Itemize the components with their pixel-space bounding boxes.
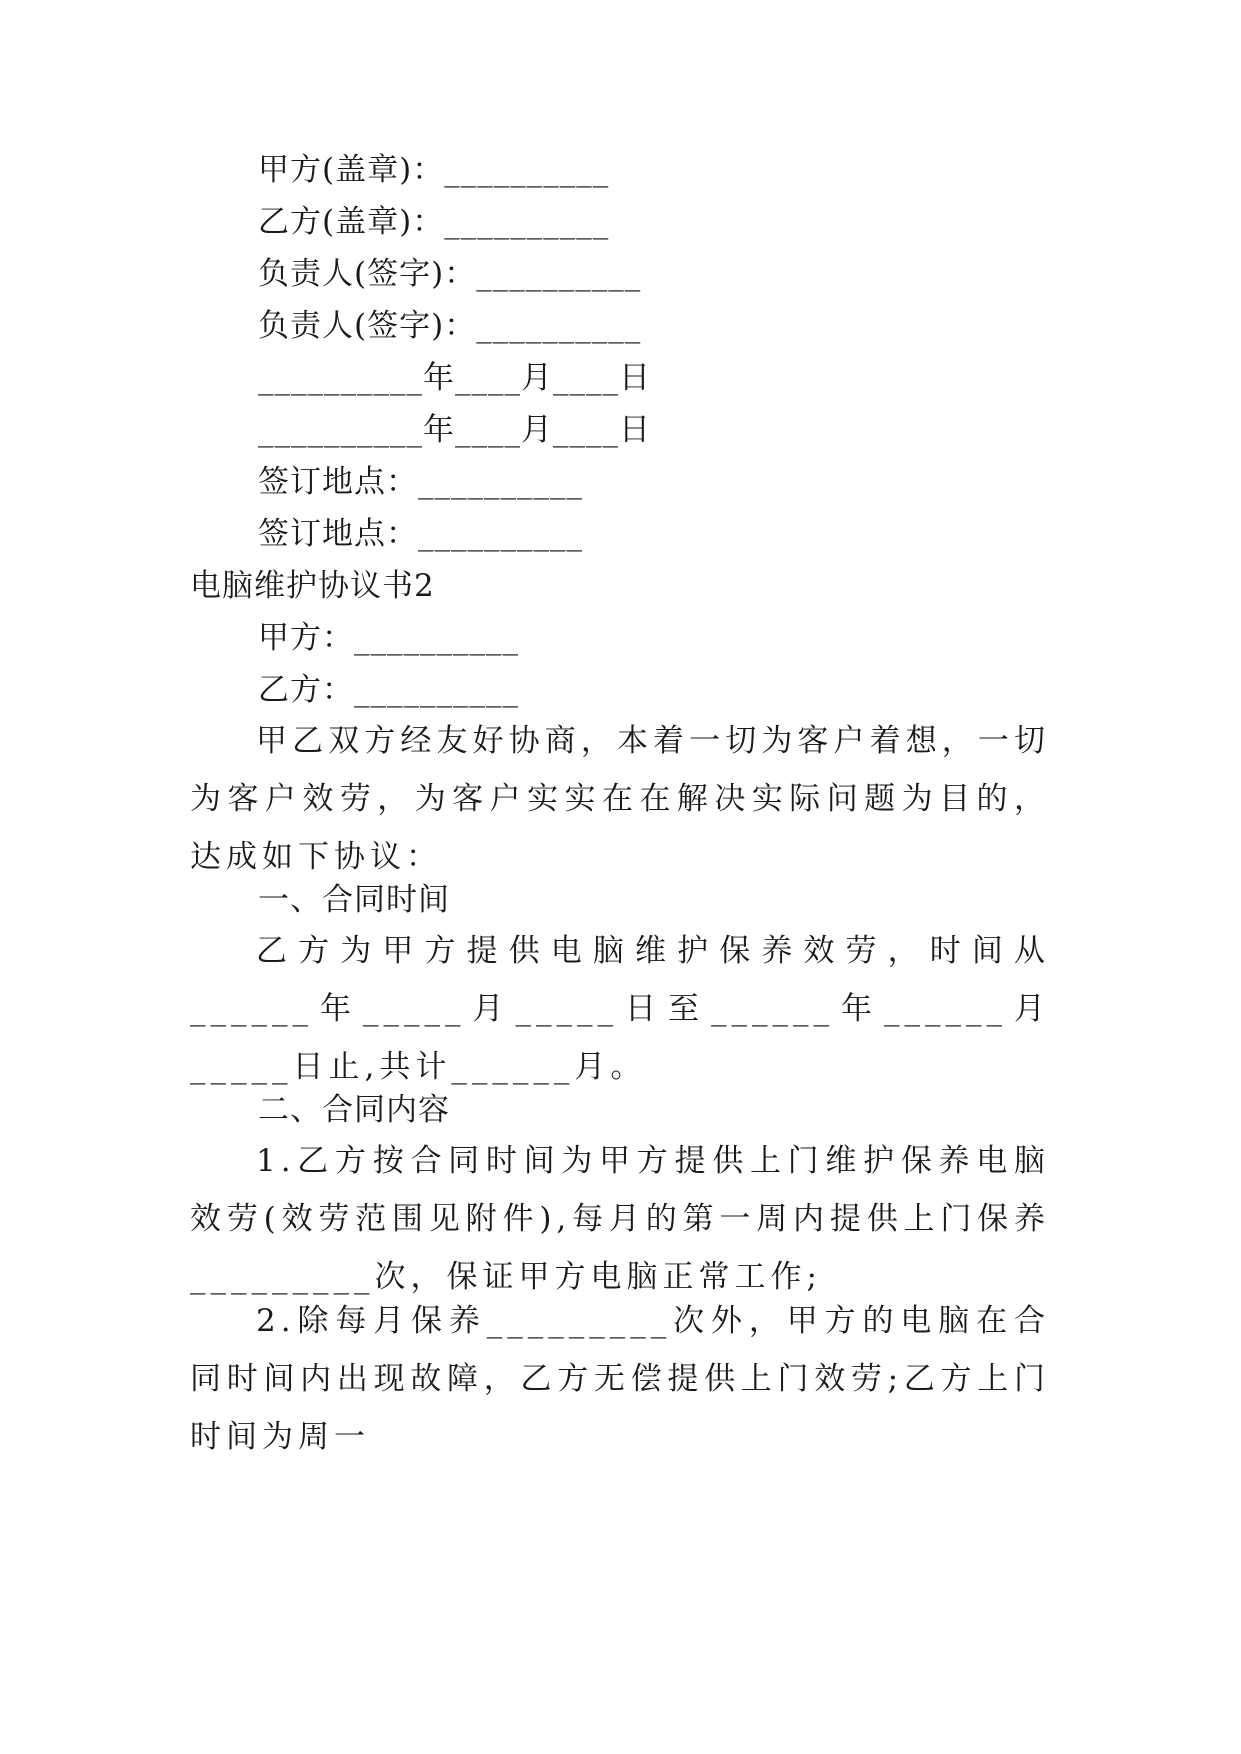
clause-item-2: 2.除每月保养_________次外，甲方的电脑在合同时间内出现故障，乙方无偿提供上门效劳;乙方上门时间为周一: [190, 1303, 1050, 1455]
section-1-body: 乙方为甲方提供电脑维护保养效劳，时间从______年_____月_____日至______年______月_____日止,共计______月。: [190, 933, 1050, 1085]
section-2-heading: 二、合同内容: [258, 1092, 450, 1128]
party-a-line: 甲方：__________: [258, 620, 519, 656]
signing-place-line: 签订地点：__________: [258, 516, 583, 552]
representative-signature-line: 负责人(签字)：__________: [258, 308, 642, 344]
intro-paragraph: 甲乙双方经友好协商，本着一切为客户着想，一切为客户效劳，为客户实实在在解决实际问题为目的，达成如下协议：: [190, 723, 1050, 875]
party-a-seal-line: 甲方(盖章)：__________: [258, 152, 610, 188]
clause-item-1: 1.乙方按合同时间为甲方提供上门维护保养电脑效劳(效劳范围见附件),每月的第一周内提供上门保养_________次，保证甲方电脑正常工作;: [190, 1143, 1050, 1295]
party-b-line: 乙方：__________: [258, 672, 519, 708]
signing-place-line: 签订地点：__________: [258, 464, 583, 500]
agreement-title: 电脑维护协议书2: [190, 568, 435, 604]
signing-date-line: __________年____月____日: [258, 360, 651, 396]
signing-date-line: __________年____月____日: [258, 412, 651, 448]
section-1-heading: 一、合同时间: [258, 882, 450, 918]
representative-signature-line: 负责人(签字)：__________: [258, 256, 642, 292]
party-b-seal-line: 乙方(盖章)：__________: [258, 204, 610, 240]
